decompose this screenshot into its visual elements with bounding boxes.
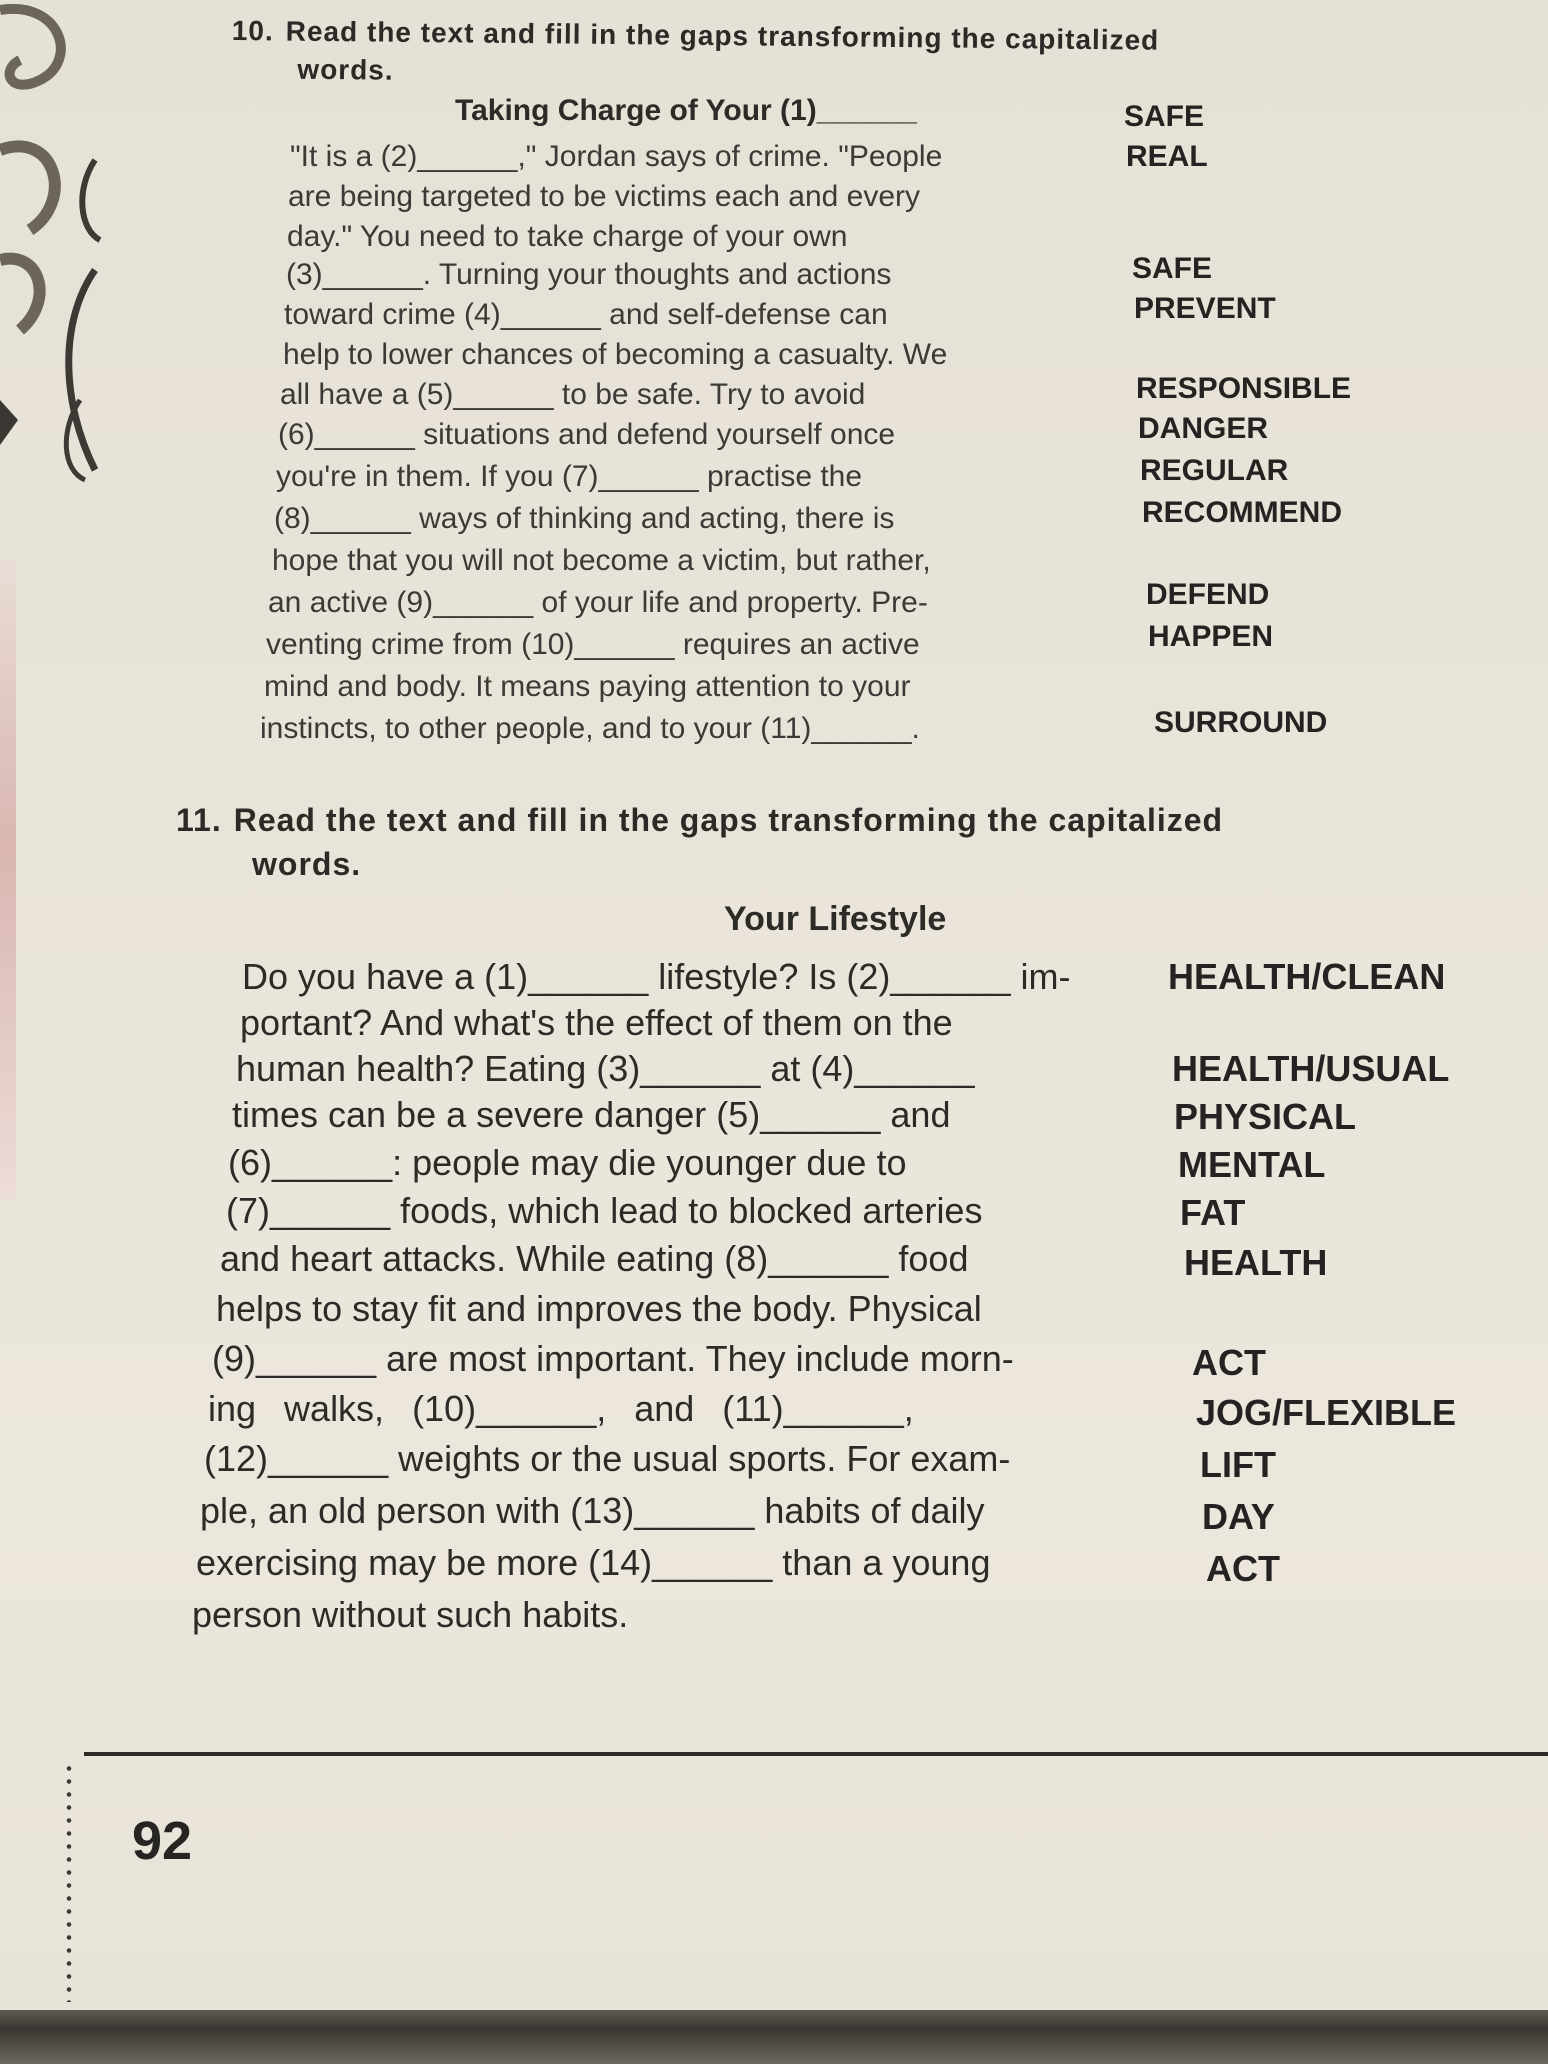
- capitalized-word: HEALTH/CLEAN: [1168, 956, 1446, 997]
- text-line: Do you have a (1)______ lifestyle? Is (2)______ im-: [242, 956, 1071, 997]
- capitalized-word: DEFEND: [1146, 578, 1270, 611]
- text-line: (9)______ are most important. They include morn-: [212, 1338, 1014, 1379]
- text-line: venting crime from (10)______ requires an active: [266, 628, 920, 661]
- page-edge-stripe: [0, 560, 16, 1200]
- dotted-margin-line: [66, 1762, 72, 2002]
- text-line: day." You need to take charge of your own: [287, 220, 848, 253]
- capitalized-word: REAL: [1126, 140, 1208, 173]
- text-line: are being targeted to be victims each and every: [288, 180, 921, 213]
- text-line: ple, an old person with (13)______ habits of daily: [200, 1490, 985, 1531]
- footer-rule: [84, 1752, 1548, 1756]
- capitalized-word: LIFT: [1200, 1444, 1276, 1485]
- capitalized-word: PHYSICAL: [1174, 1096, 1357, 1137]
- text-line: (3)______. Turning your thoughts and actions: [286, 258, 892, 291]
- text-line: toward crime (4)______ and self-defense can: [284, 298, 888, 331]
- capitalized-word: SAFE: [1132, 252, 1213, 285]
- exercise-11-story-title: Your Lifestyle: [724, 900, 947, 938]
- decorative-ornament: [0, 0, 110, 560]
- exercise-10-instruction: [231, 12, 1159, 98]
- exercise-10-instruction-line-1: Read the text and fill in the gaps transforming the capitalized: [285, 15, 1160, 56]
- capitalized-word: HEALTH: [1184, 1242, 1328, 1283]
- capitalized-word: SAFE: [1124, 100, 1205, 133]
- text-line: helps to stay fit and improves the body. Physical: [216, 1288, 982, 1329]
- page-number: 92: [132, 1811, 193, 1871]
- text-line: and heart attacks. While eating (8)______ food: [220, 1238, 969, 1279]
- exercise-11-instruction-line-1: Read the text and fill in the gaps transforming the capitalized: [233, 802, 1224, 838]
- capitalized-word: DANGER: [1138, 412, 1269, 445]
- capitalized-word: JOG/FLEXIBLE: [1196, 1392, 1457, 1433]
- text-line: times can be a severe danger (5)______ and: [232, 1094, 951, 1135]
- text-line: (6)______: people may die younger due to: [228, 1142, 907, 1183]
- text-line: (7)______ foods, which lead to blocked arteries: [226, 1190, 983, 1231]
- capitalized-word: RECOMMEND: [1142, 496, 1342, 529]
- capitalized-word: HAPPEN: [1148, 620, 1274, 653]
- exercise-11-instruction: [176, 798, 1223, 886]
- exercise-11-instruction-line-2: words.: [252, 846, 362, 882]
- page-shadow-edge: [0, 2010, 1548, 2064]
- text-line: an active (9)______ of your life and property. Pre-: [268, 586, 928, 619]
- capitalized-word: DAY: [1202, 1496, 1275, 1537]
- capitalized-word: RESPONSIBLE: [1136, 372, 1352, 405]
- text-line: (6)______ situations and defend yourself once: [278, 418, 896, 451]
- text-line: you're in them. If you (7)______ practise the: [276, 460, 863, 493]
- text-line: help to lower chances of becoming a casualty. We: [283, 338, 948, 371]
- capitalized-word: ACT: [1192, 1342, 1266, 1383]
- exercise-10-instruction-line-2: words.: [297, 53, 394, 86]
- capitalized-word: FAT: [1180, 1192, 1246, 1233]
- text-line: instincts, to other people, and to your (11)______.: [260, 712, 920, 745]
- text-line: portant? And what's the effect of them on the: [240, 1002, 953, 1043]
- text-line: person without such habits.: [192, 1594, 629, 1635]
- text-line: ing walks, (10)______, and (11)______,: [208, 1388, 914, 1429]
- exercise-11-number: 11.: [176, 802, 222, 838]
- text-line: mind and body. It means paying attention to your: [264, 670, 911, 703]
- exercise-10-story-title: Taking Charge of Your (1)______: [455, 94, 917, 127]
- text-line: all have a (5)______ to be safe. Try to avoid: [280, 378, 866, 411]
- capitalized-word: MENTAL: [1178, 1144, 1326, 1185]
- exercise-10-number: 10.: [231, 14, 274, 47]
- capitalized-word: SURROUND: [1154, 706, 1328, 739]
- text-line: exercising may be more (14)______ than a young: [196, 1542, 991, 1583]
- text-line: human health? Eating (3)______ at (4)______: [236, 1048, 975, 1089]
- text-line: "It is a (2)______," Jordan says of crime. "People: [290, 140, 943, 173]
- text-line: (8)______ ways of thinking and acting, there is: [274, 502, 895, 535]
- text-line: (12)______ weights or the usual sports. For exam-: [204, 1438, 1011, 1479]
- capitalized-word: HEALTH/USUAL: [1172, 1048, 1450, 1089]
- capitalized-word: PREVENT: [1134, 292, 1276, 325]
- capitalized-word: REGULAR: [1140, 454, 1289, 487]
- capitalized-word: ACT: [1206, 1548, 1280, 1589]
- text-line: hope that you will not become a victim, but rather,: [272, 544, 931, 577]
